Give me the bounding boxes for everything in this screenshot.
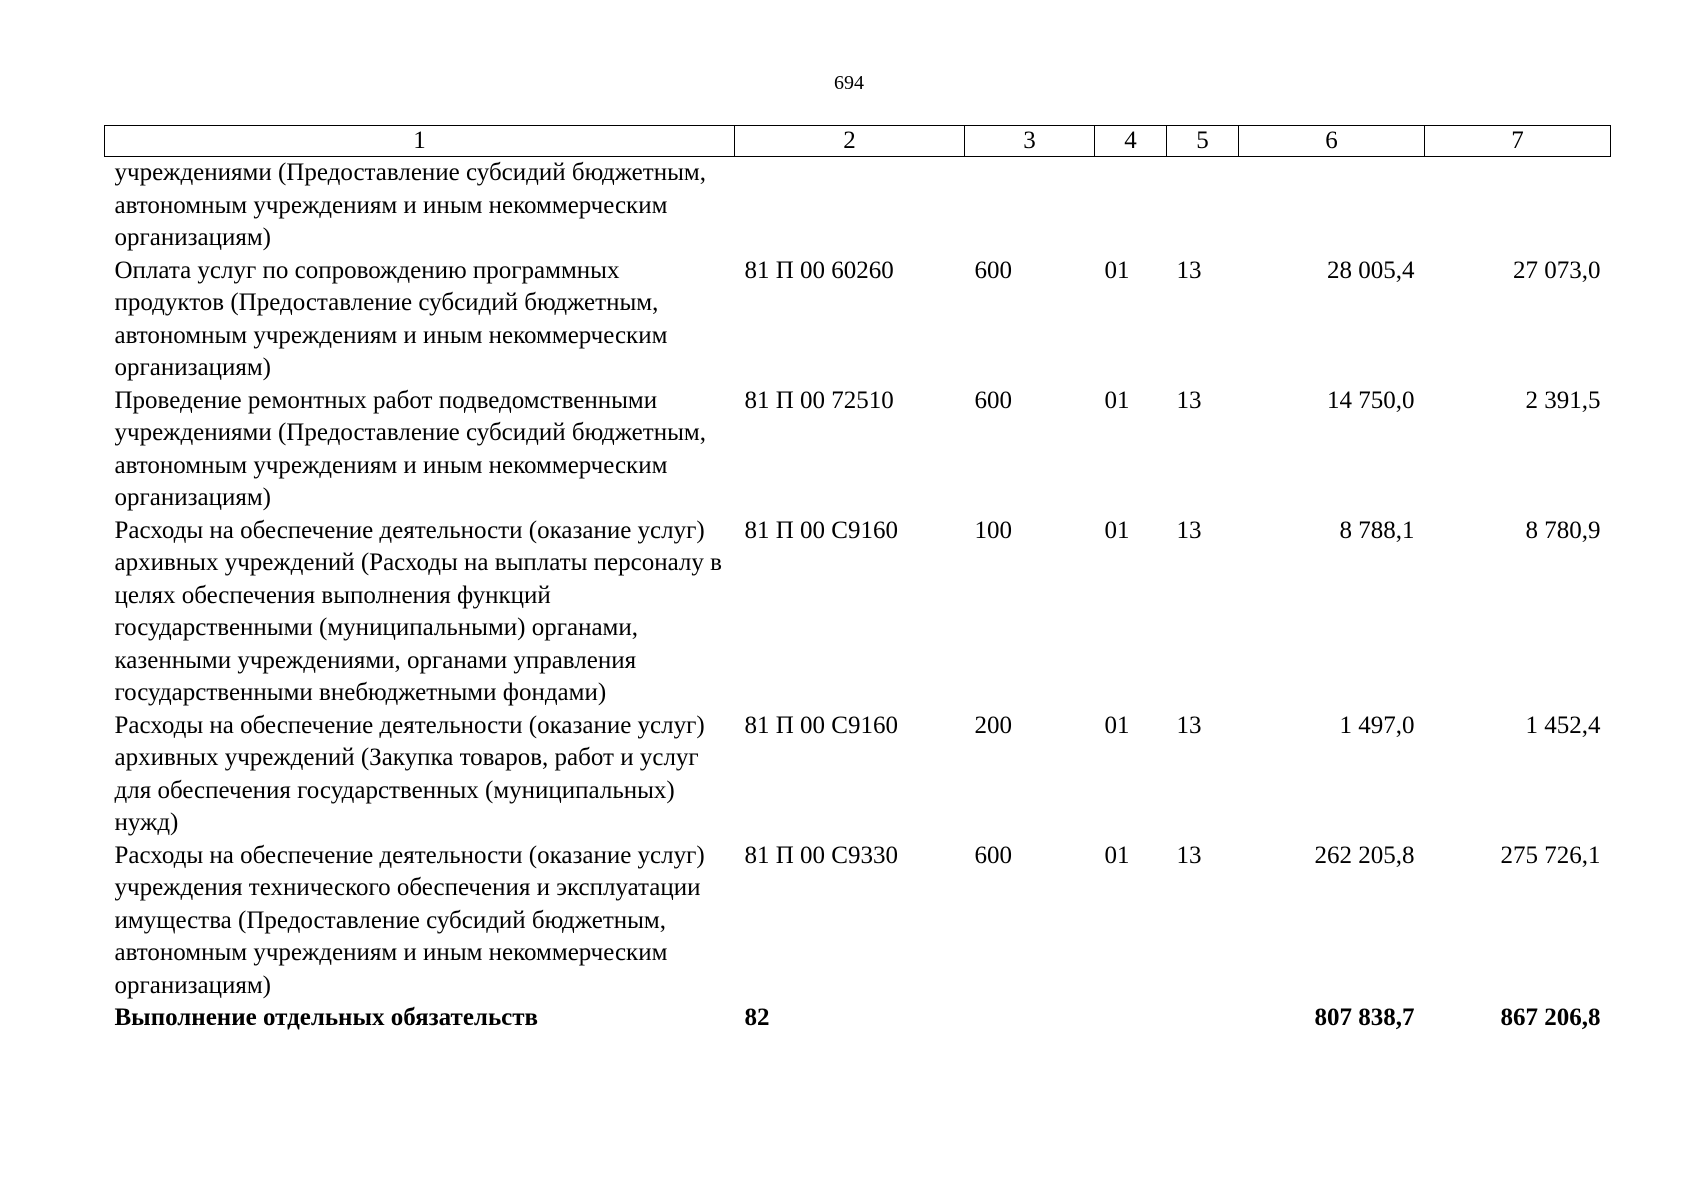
subsection-cell: 13 xyxy=(1176,256,1202,284)
subsection-cell xyxy=(1167,157,1239,255)
row-name-cell: Расходы на обеспечение деятельности (оказание услуг) архивных учреждений (Расходы на выплаты персоналу в целях обеспечения выполнения функций государственными (муниципальными) органами, казенными учреждениями, органами управления государственными внебюджетными фондами) xyxy=(114,516,722,706)
amount-col6-cell: 28 005,4 xyxy=(1327,256,1415,284)
amount-col6-cell xyxy=(1239,157,1425,255)
target-code-cell: 81 П 00 С9160 xyxy=(744,516,898,544)
section-cell: 01 xyxy=(1104,516,1130,544)
subsection-cell: 13 xyxy=(1176,516,1202,544)
column-header-2: 2 xyxy=(735,126,965,157)
section-cell xyxy=(1095,157,1167,255)
page-number: 694 xyxy=(834,72,864,94)
target-code-cell: 81 П 00 С9330 xyxy=(744,841,898,869)
column-header-5: 5 xyxy=(1167,126,1239,157)
amount-col7-cell: 8 780,9 xyxy=(1525,516,1601,544)
target-code-cell: 81 П 00 С9160 xyxy=(744,711,898,739)
section-cell: 01 xyxy=(1104,256,1130,284)
expense-type-cell: 600 xyxy=(974,386,1012,414)
amount-col6-cell: 262 205,8 xyxy=(1314,841,1415,869)
amount-col7-cell: 27 073,0 xyxy=(1513,256,1601,284)
budget-table xyxy=(104,125,1611,1035)
section-cell: 01 xyxy=(1104,386,1130,414)
table-row xyxy=(105,255,1611,385)
table-row xyxy=(105,840,1611,1003)
amount-col6-cell: 1 497,0 xyxy=(1339,711,1415,739)
target-code-cell: 82 xyxy=(744,1004,770,1031)
amount-col7-cell: 275 726,1 xyxy=(1500,841,1601,869)
column-header-7: 7 xyxy=(1425,126,1611,157)
row-name-cell: Проведение ремонтных работ подведомственными учреждениями (Предоставление субсидий бюджетным, автономным учреждениям и иным некоммерческим организациям) xyxy=(114,386,706,511)
expense-type-cell xyxy=(965,1002,1095,1035)
row-name-cell: Расходы на обеспечение деятельности (оказание услуг) учреждения технического обеспечения и эксплуатации имущества (Предоставление субсидий бюджетным, автономным учреждениям и иным некоммерческим организациям) xyxy=(114,841,705,999)
column-header-3: 3 xyxy=(965,126,1095,157)
amount-col6-cell: 8 788,1 xyxy=(1339,516,1415,544)
column-number-header-row xyxy=(105,126,1611,157)
section-cell: 01 xyxy=(1104,711,1130,739)
amount-col6-cell: 14 750,0 xyxy=(1327,386,1415,414)
expense-type-cell: 600 xyxy=(974,841,1012,869)
table-row xyxy=(105,515,1611,710)
row-name-cell: Оплата услуг по сопровождению программных продуктов (Предоставление субсидий бюджетным, автономным учреждениям и иным некоммерческим организациям) xyxy=(114,256,668,381)
target-code-cell xyxy=(735,157,965,255)
amount-col6-cell: 807 838,7 xyxy=(1314,1004,1415,1031)
amount-col7-cell: 1 452,4 xyxy=(1525,711,1601,739)
target-code-cell: 81 П 00 72510 xyxy=(744,386,894,414)
amount-col7-cell xyxy=(1425,157,1611,255)
table-row xyxy=(105,710,1611,840)
amount-col7-cell: 867 206,8 xyxy=(1500,1004,1601,1031)
subsection-cell xyxy=(1167,1002,1239,1035)
section-cell xyxy=(1095,1002,1167,1035)
table-row xyxy=(105,157,1611,255)
subsection-cell: 13 xyxy=(1176,711,1202,739)
expense-type-cell: 100 xyxy=(974,516,1012,544)
column-header-6: 6 xyxy=(1239,126,1425,157)
row-name-cell: учреждениями (Предоставление субсидий бюджетным, автономным учреждениям и иным некоммерческим организациям) xyxy=(114,159,706,251)
row-name-cell: Расходы на обеспечение деятельности (оказание услуг) архивных учреждений (Закупка товаров, работ и услуг для обеспечения государственных (муниципальных) нужд) xyxy=(114,711,705,836)
section-cell: 01 xyxy=(1104,841,1130,869)
amount-col7-cell: 2 391,5 xyxy=(1525,386,1601,414)
column-header-1: 1 xyxy=(105,126,735,157)
row-name-cell: Выполнение отдельных обязательств xyxy=(114,1004,539,1031)
expense-type-cell: 200 xyxy=(974,711,1012,739)
target-code-cell: 81 П 00 60260 xyxy=(744,256,894,284)
expense-type-cell: 600 xyxy=(974,256,1012,284)
subsection-cell: 13 xyxy=(1176,386,1202,414)
subsection-cell: 13 xyxy=(1176,841,1202,869)
table-row-bold-total xyxy=(105,1002,1611,1035)
table-row xyxy=(105,385,1611,515)
column-header-4: 4 xyxy=(1095,126,1167,157)
expense-type-cell xyxy=(965,157,1095,255)
